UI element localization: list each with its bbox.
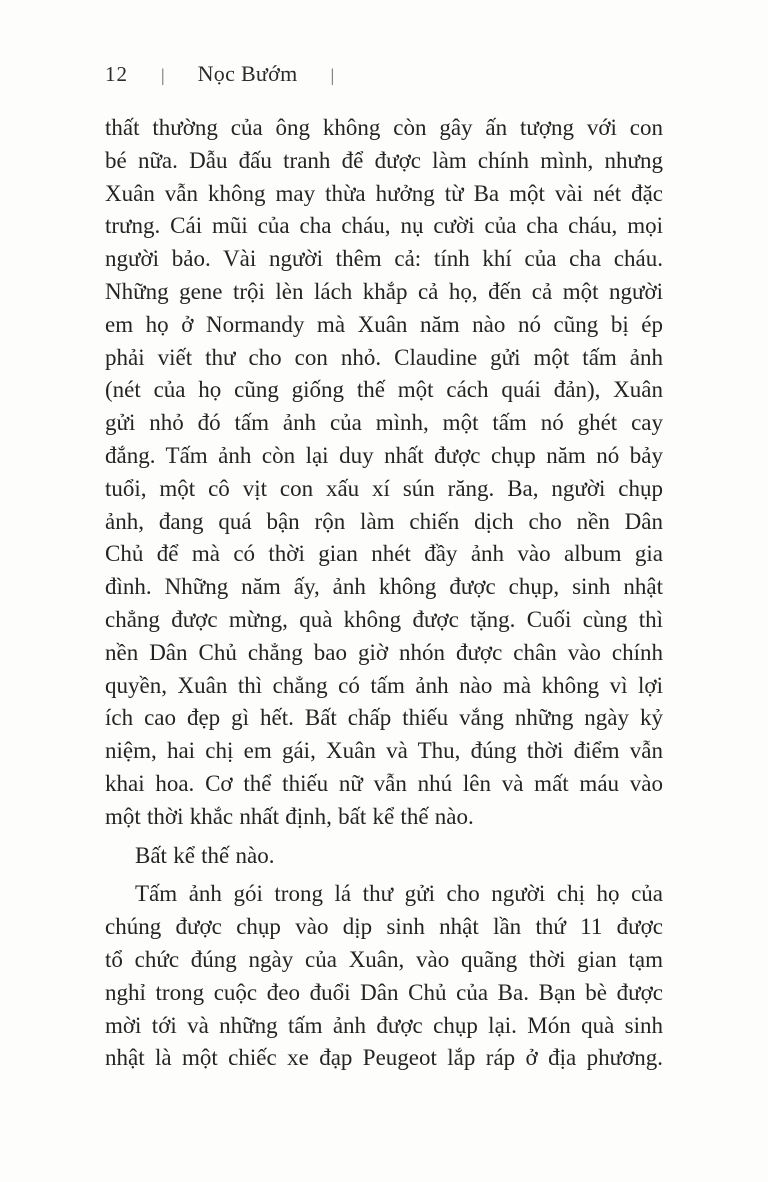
book-title: Nọc Bướm xyxy=(197,61,298,86)
header-divider-left: | xyxy=(161,65,165,85)
text-line: ích cao đẹp gì hết. Bất chấp thiếu vắng những ngày kỷ xyxy=(105,705,663,731)
text-line: đình. Những năm ấy, ảnh không được chụp, sinh nhật xyxy=(105,574,663,600)
text-line: người bảo. Vài người thêm cả: tính khí của cha cháu. xyxy=(105,246,663,272)
text-line: em họ ở Normandy mà Xuân năm nào nó cũng bị ép xyxy=(105,311,663,337)
text-line: Những gene trội lèn lách khắp cả họ, đến cả một người xyxy=(105,278,663,304)
text-line: tuổi, một cô vịt con xấu xí sún răng. Ba, người chụp xyxy=(105,475,663,501)
text-line: Bất kể thế nào. xyxy=(135,842,275,868)
text-line: ảnh, đang quá bận rộn làm chiến dịch cho nền Dân xyxy=(105,508,663,534)
text-line: nền Dân Chủ chẳng bao giờ nhón được chân vào chính xyxy=(105,639,663,665)
text-line: mời tới và những tấm ảnh được chụp lại. Món quà sinh xyxy=(105,1012,663,1038)
text-line: (nét của họ cũng giống thế một cách quái đản), Xuân xyxy=(105,377,663,403)
paragraph xyxy=(105,112,663,834)
text-line: niệm, hai chị em gái, Xuân và Thu, đúng thời điểm vẫn xyxy=(105,738,663,764)
text-line: Xuân vẫn không may thừa hưởng từ Ba một vài nét đặc xyxy=(105,180,663,206)
text-line: chúng được chụp vào dịp sinh nhật lần thứ 11 được xyxy=(105,914,663,940)
paragraph xyxy=(105,878,663,1075)
paragraph xyxy=(105,840,663,873)
text-line: nghỉ trong cuộc đeo đuổi Dân Chủ của Ba. Bạn bè được xyxy=(105,979,663,1005)
text-line: bé nữa. Dẫu đấu tranh để được làm chính mình, nhưng xyxy=(105,147,663,173)
text-line: khai hoa. Cơ thể thiếu nữ vẫn nhú lên và mất máu vào xyxy=(105,770,663,796)
text-line: tổ chức đúng ngày của Xuân, vào quãng thời gian tạm xyxy=(105,946,663,972)
text-line: một thời khắc nhất định, bất kể thế nào. xyxy=(105,803,474,829)
text-line: đắng. Tấm ảnh còn lại duy nhất được chụp năm nó bảy xyxy=(105,442,663,468)
body-text xyxy=(105,112,663,1075)
text-line: trưng. Cái mũi của cha cháu, nụ cười của cha cháu, mọi xyxy=(105,213,663,239)
header-divider-right: | xyxy=(330,65,335,85)
text-line: quyền, Xuân thì chẳng có tấm ảnh nào mà không vì lợi xyxy=(105,672,663,698)
page-header xyxy=(105,60,663,89)
text-line: phải viết thư cho con nhỏ. Claudine gửi một tấm ảnh xyxy=(105,344,663,370)
page-number: 12 xyxy=(105,62,128,86)
text-line: Chủ để mà có thời gian nhét đầy ảnh vào album gia xyxy=(105,541,663,567)
text-line: nhật là một chiếc xe đạp Peugeot lắp ráp ở địa phương. xyxy=(105,1045,663,1071)
text-line: thất thường của ông không còn gây ấn tượng với con xyxy=(105,115,663,140)
text-line: gửi nhỏ đó tấm ảnh của mình, một tấm nó ghét cay xyxy=(105,410,663,436)
text-line: Tấm ảnh gói trong lá thư gửi cho người chị họ của xyxy=(135,881,663,907)
text-line: chẳng được mừng, quà không được tặng. Cuối cùng thì xyxy=(105,606,663,632)
